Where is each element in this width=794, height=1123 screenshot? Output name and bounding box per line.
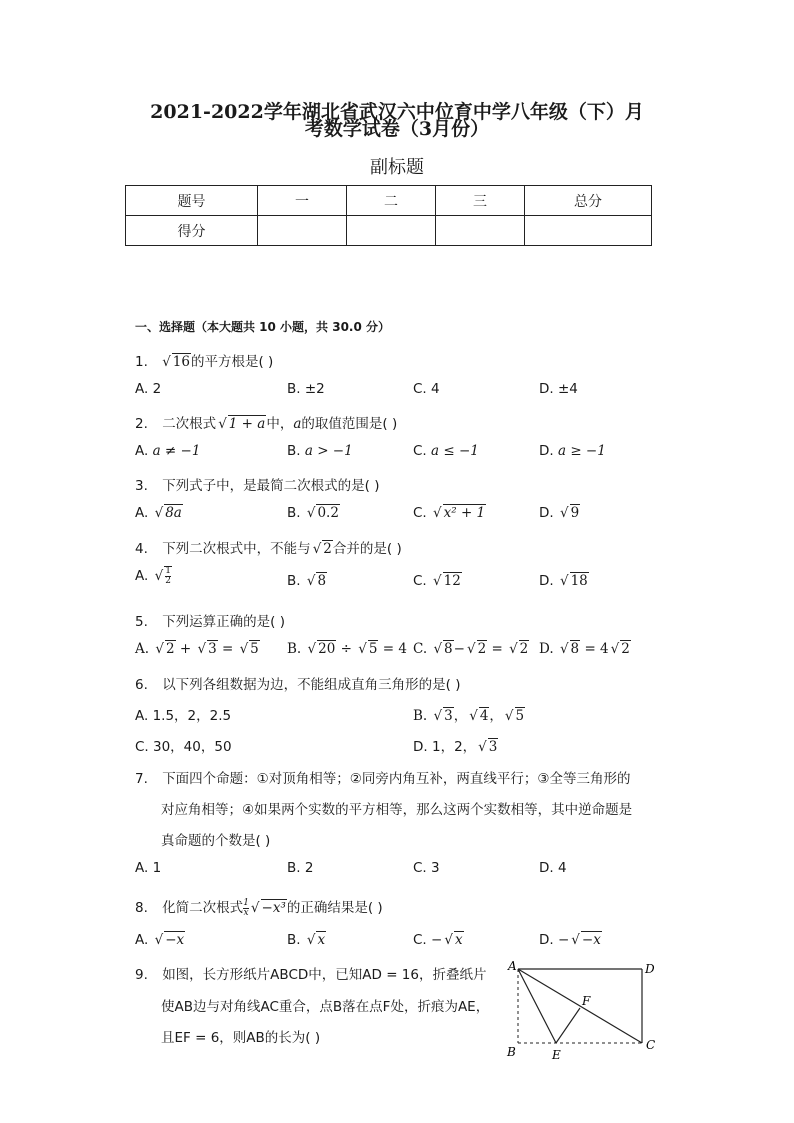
radicand — [164, 566, 172, 586]
option-letter: D. — [539, 932, 554, 948]
option-a[interactable] — [135, 932, 185, 948]
sqrt-sign: √ — [155, 641, 164, 657]
radicand: 12 — [443, 573, 461, 589]
option-text: a > −1 — [304, 443, 353, 459]
radicand: 1 + a — [228, 416, 266, 432]
sign: − — [557, 932, 570, 948]
label-d: D — [645, 962, 655, 976]
option-c[interactable] — [413, 443, 479, 459]
denominator: x — [243, 907, 249, 918]
radicand: 8a — [165, 505, 182, 521]
option-letter: C. — [413, 505, 427, 521]
option-letter: B. — [287, 573, 301, 589]
sqrt-sign: √ — [239, 641, 249, 657]
option-d[interactable]: D. 4 — [539, 860, 567, 876]
question-number: 6. — [135, 677, 148, 693]
label-e: E — [552, 1048, 561, 1062]
option-text: D. 1，2， — [413, 739, 477, 755]
question-2 — [135, 412, 397, 432]
option-letter: A. — [135, 443, 149, 459]
option-c[interactable] — [413, 573, 462, 589]
option-d[interactable] — [539, 932, 602, 948]
sign: − — [431, 932, 443, 948]
sqrt-sign: √ — [306, 505, 316, 521]
radicand: 3 — [208, 641, 217, 657]
sqrt-sign: √ — [433, 641, 443, 657]
option-text: a ≠ −1 — [152, 443, 201, 459]
operator: ÷ — [340, 641, 352, 657]
option-c[interactable]: C. 3 — [413, 860, 440, 876]
sqrt-sign: √ — [559, 505, 569, 521]
question-number: 8. — [135, 900, 148, 916]
option-text: a ≥ −1 — [557, 443, 606, 459]
sqrt-sign: √ — [433, 505, 442, 521]
radicand: −x³ — [261, 900, 286, 916]
radicand: 2 — [323, 541, 332, 557]
question-9 — [135, 963, 486, 983]
question-stem: 合并的是( ) — [332, 541, 402, 557]
option-a[interactable]: A. 1.5，2，2.5 — [135, 708, 232, 724]
radicand: x² + 1 — [443, 505, 486, 521]
table-row — [126, 216, 652, 246]
operator: = — [491, 641, 503, 657]
option-b[interactable]: B. ±2 — [287, 381, 325, 397]
option-d[interactable]: D. ±4 — [539, 381, 578, 397]
option-c[interactable] — [413, 505, 486, 521]
option-b[interactable] — [287, 505, 340, 521]
operator: = 4 — [382, 641, 407, 657]
option-letter: C. — [413, 443, 427, 459]
option-letter: C. — [413, 932, 427, 948]
numerator: 1 — [165, 566, 171, 576]
table-cell: 题号 — [126, 186, 258, 216]
sqrt-sign: √ — [218, 416, 227, 432]
question-stem: 的正确结果是( ) — [286, 900, 383, 916]
denominator: 2 — [165, 576, 171, 586]
option-c[interactable] — [413, 932, 464, 948]
rectangle-fold-figure — [500, 955, 670, 1067]
radicand: 2 — [621, 641, 630, 657]
score-input-cell[interactable] — [436, 216, 525, 246]
option-letter: D. — [539, 641, 554, 657]
sqrt-sign: √ — [469, 708, 478, 724]
label-c: C — [646, 1038, 656, 1052]
radicand: 5 — [250, 641, 259, 657]
question-stem: 下面四个命题：①对顶角相等；②同旁内角互补，两直线平行；③全等三角形的 — [162, 771, 631, 787]
question-5 — [135, 610, 285, 630]
option-letter: C. — [413, 641, 428, 657]
option-letter: B. — [287, 641, 302, 657]
segment-ef — [556, 1008, 580, 1043]
option-letter: D. — [539, 573, 554, 589]
operator: = 4 — [584, 641, 609, 657]
radicand: 4 — [479, 708, 489, 724]
question-7-line-2: 对应角相等；④如果两个实数的平方相等，那么这两个实数相等，其中逆命题是 — [161, 802, 633, 818]
label-a: A — [508, 959, 517, 973]
option-b[interactable] — [287, 641, 407, 657]
option-a[interactable]: A. 2 — [135, 381, 162, 397]
option-a[interactable] — [135, 505, 183, 521]
sqrt-sign: √ — [307, 641, 317, 657]
question-stem: 的平方根是( ) — [190, 354, 274, 370]
question-stem: 化简二次根式 — [162, 900, 244, 916]
question-3 — [135, 474, 380, 494]
option-a[interactable]: A. 1 — [135, 860, 162, 876]
title-line-2: 考数学试卷（3月份） — [304, 118, 490, 140]
radicand: 3 — [444, 708, 453, 724]
option-a[interactable] — [135, 641, 260, 657]
table-cell: 三 — [436, 186, 525, 216]
question-7 — [135, 767, 631, 787]
question-stem: 下列二次根式中，不能与 — [162, 541, 311, 557]
radicand: 5 — [368, 641, 378, 657]
question-number: 2. — [135, 416, 148, 432]
sqrt-sign: √ — [559, 573, 569, 589]
score-input-cell[interactable] — [347, 216, 436, 246]
option-b[interactable] — [413, 704, 525, 724]
option-a[interactable] — [135, 566, 172, 586]
label-b: B — [507, 1045, 516, 1059]
option-d[interactable] — [539, 505, 580, 521]
sqrt-sign: √ — [250, 900, 260, 916]
option-a[interactable] — [135, 443, 200, 459]
numerator: 1 — [243, 897, 249, 908]
variable: a — [293, 416, 302, 432]
option-letter: A. — [135, 568, 149, 584]
separator: ， — [489, 708, 503, 724]
sqrt-sign: √ — [358, 641, 367, 657]
sqrt-sign: √ — [162, 354, 171, 370]
question-stem: 下列式子中，是最简二次根式的是( ) — [162, 478, 380, 494]
option-b[interactable] — [287, 932, 326, 948]
option-letter: A. — [135, 932, 149, 948]
radicand: −x — [581, 932, 601, 948]
operator: + — [179, 641, 192, 657]
option-letter: B. — [413, 708, 428, 724]
option-letter: A. — [135, 505, 149, 521]
option-b[interactable]: B. 2 — [287, 860, 314, 876]
sqrt-sign: √ — [433, 708, 443, 724]
sqrt-sign: √ — [433, 573, 442, 589]
option-d[interactable] — [539, 443, 606, 459]
table-cell: 二 — [347, 186, 436, 216]
question-stem: 的取值范围是( ) — [301, 416, 398, 432]
radicand: 8 — [444, 641, 453, 657]
sqrt-sign: √ — [154, 505, 164, 521]
question-number: 3. — [135, 478, 148, 494]
radicand: 2 — [477, 641, 487, 657]
option-d[interactable] — [539, 641, 631, 657]
score-input-cell[interactable] — [525, 216, 652, 246]
radicand: 16 — [172, 354, 190, 370]
question-4 — [135, 537, 402, 557]
question-number: 9. — [135, 967, 148, 983]
radicand: x — [454, 932, 463, 948]
question-9-line-2: 使AB边与对角线AC重合，点B落在点F处，折痕为AE， — [161, 999, 490, 1015]
sqrt-sign: √ — [306, 932, 316, 948]
section-heading: 一、选择题（本大题共 10 小题，共 30.0 分） — [135, 320, 391, 334]
question-number: 5. — [135, 614, 148, 630]
option-letter: C. — [413, 573, 427, 589]
option-b[interactable] — [287, 573, 327, 589]
radicand: 2 — [165, 641, 175, 657]
option-d[interactable] — [413, 735, 498, 755]
sqrt-sign: √ — [444, 932, 453, 948]
radicand: 3 — [488, 739, 498, 755]
radicand: 2 — [519, 641, 529, 657]
sqrt-sign: √ — [154, 568, 164, 584]
question-stem: 二次根式 — [162, 416, 217, 432]
question-9-line-3: 且EF = 6，则AB的长为( ) — [161, 1030, 321, 1046]
radicand: 18 — [570, 573, 588, 589]
table-row — [126, 186, 652, 216]
question-7-line-3: 真命题的个数是( ) — [161, 833, 271, 849]
score-input-cell[interactable] — [258, 216, 347, 246]
option-letter: B. — [287, 932, 301, 948]
option-letter: B. — [287, 505, 301, 521]
question-1 — [135, 350, 273, 370]
option-letter: D. — [539, 505, 554, 521]
sqrt-sign: √ — [154, 932, 164, 948]
radicand: 0.2 — [317, 505, 339, 521]
radicand: x — [317, 932, 326, 948]
sqrt-sign: √ — [610, 641, 620, 657]
question-8 — [135, 896, 383, 918]
option-c[interactable]: C. 4 — [413, 381, 440, 397]
question-stem: 以下列各组数据为边，不能组成直角三角形的是( ) — [162, 677, 461, 693]
question-stem: 如图，长方形纸片ABCD中，已知AD = 16，折叠纸片 — [162, 967, 487, 983]
radicand: 20 — [318, 641, 336, 657]
question-number: 4. — [135, 541, 148, 557]
fraction — [165, 567, 171, 586]
question-stem: 下列运算正确的是( ) — [162, 614, 286, 630]
question-stem: 中， — [266, 416, 294, 432]
radicand: −x — [165, 932, 185, 948]
option-c[interactable] — [413, 641, 529, 657]
operator: = — [221, 641, 234, 657]
table-cell: 得分 — [126, 216, 258, 246]
radicand: 9 — [570, 505, 580, 521]
operator: − — [453, 641, 465, 657]
fraction — [243, 899, 249, 918]
table-cell: 一 — [258, 186, 347, 216]
sqrt-sign: √ — [509, 641, 518, 657]
radicand: 8 — [317, 573, 327, 589]
score-table — [125, 185, 652, 246]
radicand: 5 — [515, 708, 525, 724]
option-c[interactable]: C. 30，40，50 — [135, 739, 232, 755]
sqrt-sign: √ — [559, 641, 569, 657]
question-number: 7. — [135, 771, 148, 787]
option-b[interactable] — [287, 443, 353, 459]
title-line-1: 2021-2022学年湖北省武汉六中位育中学八年级（下）月 — [150, 101, 644, 123]
radicand: 8 — [570, 641, 580, 657]
table-cell: 总分 — [525, 186, 652, 216]
question-6 — [135, 673, 461, 693]
option-letter: B. — [287, 443, 301, 459]
sqrt-sign: √ — [466, 641, 476, 657]
label-f: F — [582, 994, 591, 1008]
sqrt-sign: √ — [312, 541, 322, 557]
sqrt-sign: √ — [478, 739, 487, 755]
option-d[interactable] — [539, 573, 589, 589]
option-letter: A. — [135, 641, 150, 657]
sqrt-sign: √ — [571, 932, 580, 948]
sqrt-sign: √ — [504, 708, 514, 724]
option-text: a ≤ −1 — [431, 443, 479, 459]
subtitle: 副标题 — [370, 157, 424, 178]
sqrt-sign: √ — [197, 641, 207, 657]
separator: ， — [453, 708, 468, 724]
sqrt-sign: √ — [306, 573, 316, 589]
option-letter: D. — [539, 443, 554, 459]
question-number: 1. — [135, 354, 148, 370]
